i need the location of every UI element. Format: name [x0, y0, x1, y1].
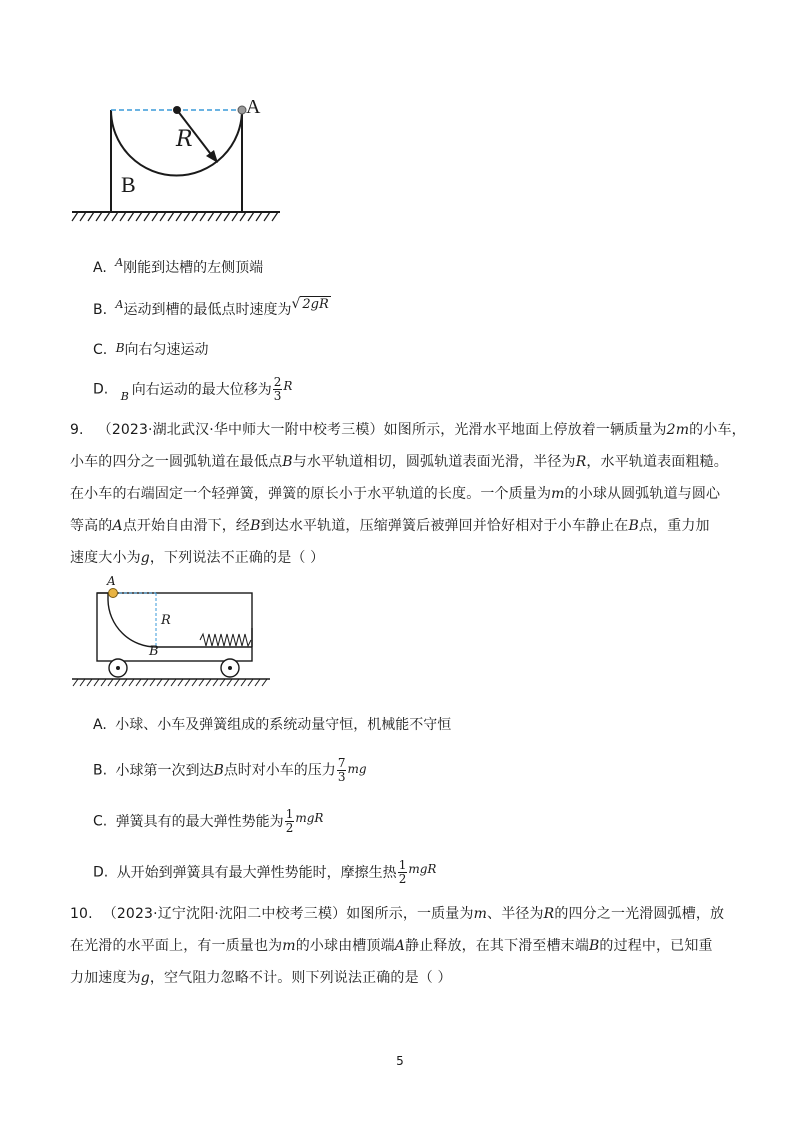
fraction: $\frac{2}{3}$	[273, 375, 282, 403]
option-text: 向右匀速运动	[124, 342, 209, 358]
option-text: 运动到槽的最低点时速度为	[123, 302, 292, 318]
option-var: B	[120, 389, 129, 403]
fraction: $\frac{1}{2}$	[398, 858, 407, 886]
text-fragment: 静止释放，在其下滑至槽末端	[405, 938, 589, 954]
option-var: A	[115, 298, 124, 311]
math-var: B	[250, 518, 261, 534]
figure2-label-R: R	[161, 613, 171, 628]
text-fragment: ，水平轨道表面粗糙。	[586, 454, 728, 470]
text-fragment: 小车的四分之一圆弧轨道在最低点	[70, 454, 283, 470]
math-var: m	[282, 938, 296, 954]
text-fragment: ，空气阻力忽略不计。则下列说法正确的是（ ）	[149, 970, 452, 986]
figure1-label-B: B	[121, 172, 136, 197]
option-var: A	[115, 256, 124, 269]
math-var: m	[473, 906, 488, 922]
q9-option-a	[93, 715, 451, 735]
math-tail: mg	[347, 761, 367, 776]
text-fragment: 在光滑的水平面上，有一质量也为	[70, 938, 283, 954]
q9-line-3	[70, 484, 720, 504]
q9-line-4	[70, 516, 710, 536]
math-tail: mgR	[408, 861, 437, 876]
q9-line-5	[70, 548, 324, 568]
question-source: （2023·湖北武汉·华中师大一附中校考三模）	[97, 422, 384, 438]
math-var: 2m	[666, 422, 690, 438]
option-text: 小球第一次到达	[115, 762, 214, 779]
q10-line-1	[70, 904, 724, 924]
text-fragment: 力加速度为	[70, 970, 141, 986]
option-letter: C.	[93, 342, 108, 358]
text-fragment: 的四分之一光滑圆弧槽，放	[554, 906, 725, 922]
q9-line-1	[70, 420, 746, 440]
q9-option-c	[93, 808, 323, 835]
option-letter: A.	[93, 717, 107, 733]
text-fragment: 在小车的右端固定一个轻弹簧，弹簧的原长小于水平轨道的长度。一个质量为	[70, 486, 552, 502]
text-fragment: 、半径为	[487, 906, 544, 922]
text-fragment: ，下列说法不正确的是（ ）	[149, 550, 325, 566]
text-fragment: 的小球由槽顶端	[295, 938, 395, 954]
fraction: $\frac{1}{2}$	[285, 807, 294, 835]
option-text: 刚能到达槽的左侧顶端	[123, 260, 264, 276]
option-text: 弹簧具有的最大弹性势能为	[115, 813, 284, 830]
math-var: A	[394, 938, 406, 954]
text-fragment: 点，重力加	[638, 518, 710, 534]
q8-option-c	[93, 340, 209, 360]
math-var: A	[112, 518, 123, 534]
question-source: （2023·辽宁沈阳·沈阳二中校考三模）	[102, 906, 347, 922]
option-text: 点时对小车的压力	[223, 762, 336, 779]
figure2-label-B: B	[149, 644, 159, 659]
sqrt-expression: √ 2gR	[291, 296, 329, 312]
figure2-label-A: A	[107, 574, 116, 588]
text-fragment: 等高的	[70, 518, 113, 534]
figure-cart	[70, 580, 280, 692]
text-fragment: 如图所示，一质量为	[346, 906, 474, 922]
math-tail: mgR	[295, 810, 324, 825]
option-var: B	[115, 341, 125, 355]
q10-line-3	[70, 968, 452, 988]
option-letter: B.	[93, 762, 108, 779]
q8-option-a	[93, 258, 263, 279]
text-fragment: 的过程中，已知重	[599, 938, 713, 954]
math-var: B	[213, 762, 224, 779]
math-var: B	[282, 454, 293, 470]
fraction: $\frac{7}{3}$	[337, 756, 346, 784]
math-var: B	[588, 938, 600, 954]
text-fragment: 的小球从圆弧轨道与圆心	[564, 486, 721, 502]
math-var: B	[628, 518, 639, 534]
option-text: 小球、小车及弹簧组成的系统动量守恒，机械能不守恒	[115, 717, 452, 733]
option-letter: C.	[93, 813, 108, 830]
math-var: g	[140, 550, 150, 566]
q8-option-b	[93, 296, 331, 321]
q9-option-b	[93, 757, 367, 784]
math-var: g	[140, 970, 150, 986]
option-text: 向右运动的最大位移为	[131, 381, 272, 398]
figure1-label-R: R	[176, 127, 193, 152]
math-var: m	[551, 486, 565, 502]
q9-line-2	[70, 452, 728, 472]
figure1-label-A: A	[246, 96, 261, 118]
text-fragment: 如图所示，光滑水平地面上停放着一辆质量为	[383, 422, 667, 438]
option-letter: D.	[93, 381, 109, 398]
math-R: R	[283, 378, 293, 393]
q8-option-d	[93, 376, 292, 403]
math-var: R	[575, 454, 587, 470]
math-var: R	[543, 906, 555, 922]
option-letter: B.	[93, 302, 108, 318]
text-fragment: 点开始自由滑下，经	[122, 518, 251, 534]
question-number: 10.	[70, 906, 93, 922]
q9-option-d	[93, 859, 436, 886]
text-fragment: 的小车，	[689, 422, 746, 438]
question-number: 9.	[70, 422, 84, 438]
page-number: 5	[396, 1054, 404, 1068]
text-fragment: 与水平轨道相切，圆弧轨道表面光滑，半径为	[292, 454, 576, 470]
option-letter: D.	[93, 864, 109, 881]
text-fragment: 到达水平轨道，压缩弹簧后被弹回并恰好相对于小车静止在	[260, 518, 629, 534]
option-letter: A.	[93, 260, 107, 276]
text-fragment: 速度大小为	[70, 550, 141, 566]
q10-line-2	[70, 936, 713, 956]
option-text: 从开始到弹簧具有最大弹性势能时，摩擦生热	[116, 864, 397, 881]
